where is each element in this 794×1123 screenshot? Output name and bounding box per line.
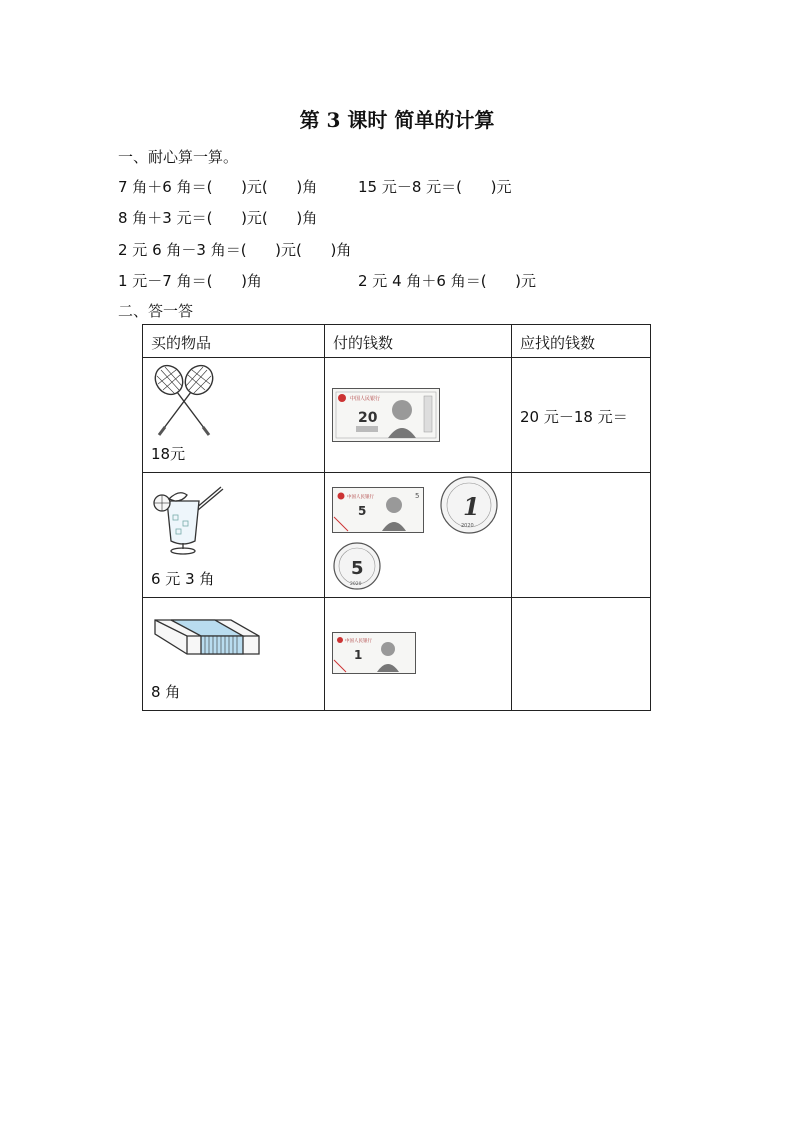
section-1-heading: 一、耐心算一算。 bbox=[118, 148, 239, 166]
change-cell bbox=[512, 358, 651, 473]
table-row bbox=[143, 473, 651, 598]
payment-cell bbox=[325, 358, 512, 473]
svg-text:中国人民银行: 中国人民银行 bbox=[350, 396, 381, 402]
exercise-3: 8 角＋3 元＝( )元( )角 bbox=[118, 209, 318, 227]
header-change: 应找的钱数 bbox=[512, 325, 651, 358]
banknote-5-yuan bbox=[332, 487, 424, 533]
header-item: 买的物品 bbox=[143, 325, 325, 358]
item-price: 18元 bbox=[151, 445, 186, 463]
exercise-6: 2 元 4 角＋6 角＝( )元 bbox=[358, 272, 537, 290]
exercise-2: 15 元－8 元＝( )元 bbox=[358, 178, 512, 196]
header-payment: 付的钱数 bbox=[325, 325, 512, 358]
banknote-1-yuan bbox=[332, 632, 416, 674]
change-cell bbox=[512, 598, 651, 711]
svg-text:5: 5 bbox=[415, 492, 420, 500]
svg-text:20: 20 bbox=[358, 410, 378, 426]
svg-text:5: 5 bbox=[358, 504, 367, 518]
eraser-icon bbox=[151, 614, 263, 664]
payment-cell bbox=[325, 473, 512, 598]
item-price: 6 元 3 角 bbox=[151, 570, 215, 588]
change-cell bbox=[512, 473, 651, 598]
page-title: 第 3 课时 简单的计算 bbox=[299, 108, 495, 132]
item-price: 8 角 bbox=[151, 683, 181, 701]
svg-text:中国人民银行: 中国人民银行 bbox=[345, 639, 372, 644]
juice-glass-icon bbox=[149, 479, 233, 557]
exercise-4: 2 元 6 角－3 角＝( )元( )角 bbox=[118, 241, 352, 259]
svg-text:1: 1 bbox=[463, 492, 480, 521]
table-row bbox=[143, 358, 651, 473]
banknote-20-yuan bbox=[332, 388, 440, 442]
table-row bbox=[143, 598, 651, 711]
item-cell bbox=[143, 598, 325, 711]
change-answer: 20 元－18 元＝ bbox=[520, 408, 628, 426]
section-2-heading: 二、答一答 bbox=[118, 302, 194, 320]
item-cell bbox=[143, 473, 325, 598]
svg-text:5: 5 bbox=[351, 558, 364, 579]
item-cell bbox=[143, 358, 325, 473]
coin-1-yuan bbox=[439, 475, 499, 535]
table-header-row bbox=[143, 325, 651, 358]
payment-cell bbox=[325, 598, 512, 711]
coin-5-jiao bbox=[332, 541, 382, 591]
svg-text:中国人民银行: 中国人民银行 bbox=[347, 495, 374, 500]
svg-text:2020: 2020 bbox=[461, 523, 474, 529]
svg-text:2020: 2020 bbox=[350, 582, 362, 587]
exercise-1: 7 角＋6 角＝( )元( )角 bbox=[118, 178, 318, 196]
svg-text:1: 1 bbox=[354, 648, 363, 662]
shopping-table bbox=[142, 324, 651, 711]
badminton-rackets-icon bbox=[149, 362, 219, 438]
exercise-5: 1 元－7 角＝( )角 bbox=[118, 272, 262, 290]
